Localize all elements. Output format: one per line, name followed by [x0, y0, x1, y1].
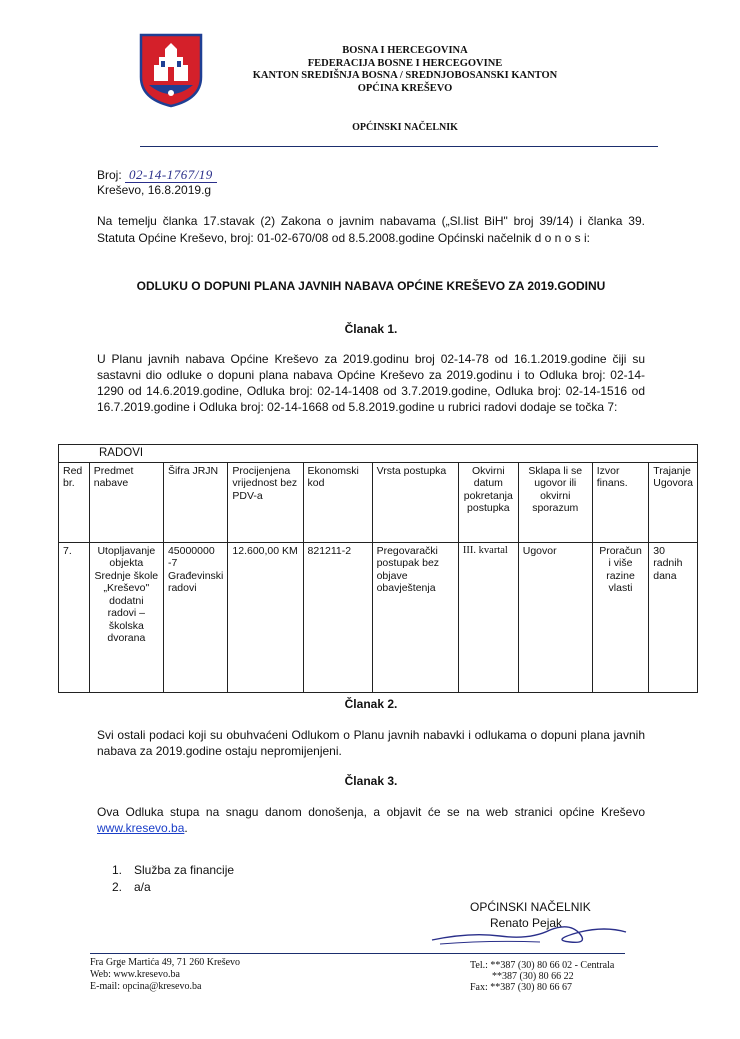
table-row: [59, 542, 698, 692]
office-name: OPĆINSKI NAČELNIK: [352, 122, 458, 133]
letterhead: [200, 45, 610, 95]
table-header-cell: Šifra JRJN: [163, 462, 227, 542]
footer-divider: [90, 953, 625, 954]
table-cell: III. kvartal: [458, 542, 518, 692]
table-header-cell: Izvor finans.: [592, 462, 648, 542]
table-header-cell: Sklapa li se ugovor ili okvirni sporazum: [518, 462, 592, 542]
table-header-row: [59, 462, 698, 542]
header-divider: [140, 146, 658, 147]
procurement-table: [58, 444, 698, 693]
footer-tel: **387 (30) 80 66 22: [492, 971, 574, 982]
table-cell: Utopljavanje objekta Srednje škole „Kreševo" dodatni radovi – školska dvorana: [89, 542, 163, 692]
table-header-cell: Ekonomski kod: [303, 462, 372, 542]
article-3-text: [97, 804, 645, 836]
distribution-list: [112, 862, 234, 896]
table-cell: Pregovarački postupak bez objave obavještenja: [372, 542, 458, 692]
handwritten-reference-number: 02-14-1767/19: [125, 167, 217, 183]
table-cell: 30 radnih dana: [649, 542, 698, 692]
website-link[interactable]: www.kresevo.ba: [97, 821, 185, 835]
signatory-name: Renato Pejak: [490, 916, 563, 930]
footer-tel-central: Tel.: **387 (30) 80 66 02 - Centrala: [470, 960, 615, 971]
article-1-heading: Članak 1.: [344, 322, 398, 336]
table-cell: Ugovor: [518, 542, 592, 692]
reference-label: Broj:: [97, 168, 122, 182]
federation-name: FEDERACIJA BOSNE I HERCEGOVINE: [307, 57, 503, 69]
footer-contact: [90, 957, 240, 993]
footer-web: Web: www.kresevo.ba: [90, 969, 180, 980]
document-title: ODLUKU O DOPUNI PLANA JAVNIH NABAVA OPĆINE KREŠEVO ZA 2019.GODINU: [136, 279, 606, 293]
list-item: 1. Služba za financije: [112, 863, 235, 877]
article-3-heading: Članak 3.: [344, 774, 398, 788]
place-date: Kreševo, 16.8.2019.g: [97, 183, 212, 197]
article-2-text: Svi ostali podaci koji su obuhvaćeni Odlukom o Planu javnih nabavki i odlukama o dopuni plana javnih nabava za 2019.godine ostaju nepromijenjeni.: [97, 728, 645, 758]
article-3-end: .: [184, 821, 188, 835]
table-category: RADOVI: [59, 445, 698, 463]
table-header-cell: Red br.: [59, 462, 90, 542]
table-cell: 45000000 -7 Građevinski radovi: [163, 542, 227, 692]
table-cell: 12.600,00 KM: [228, 542, 303, 692]
preamble: Na temelju članka 17.stavak (2) Zakona o javnim nabavama („Sl.list BiH" broj 39/14) i članka 39. Statuta Općine Kreševo, broj: 01-02-670/08 od 8.5.2008.godine Općinski načelnik d o n o s i:: [97, 214, 645, 245]
footer-fax: Fax: **387 (30) 80 66 67: [470, 982, 572, 993]
country-name: BOSNA I HERCEGOVINA: [342, 45, 468, 56]
table-header-cell: Trajanje Ugovora: [649, 462, 698, 542]
footer-email: E-mail: opcina@kresevo.ba: [90, 981, 202, 992]
municipality-name: OPĆINA KREŠEVO: [357, 82, 453, 94]
article-2-heading: Članak 2.: [344, 697, 398, 711]
table-cell: 821211-2: [303, 542, 372, 692]
table-header-cell: Predmet nabave: [89, 462, 163, 542]
table-cell: 7.: [59, 542, 90, 692]
canton-name: KANTON SREDIŠNJA BOSNA / SREDNJOBOSANSKI KANTON: [252, 70, 558, 81]
article-3-body: Ova Odluka stupa na snagu danom donošenja, a objavit će se na web stranici općine Kreševo: [97, 805, 645, 819]
table-header-cell: Procijenjena vrijednost bez PDV-a: [228, 462, 303, 542]
footer-phones: [470, 960, 614, 993]
reference-number: [97, 167, 217, 183]
municipality-crest-logo: [139, 33, 203, 108]
table-cell: Proračun i više razine vlasti: [592, 542, 648, 692]
table-header-cell: Vrsta postupka: [372, 462, 458, 542]
handwritten-signature: [430, 918, 630, 954]
article-1-text: U Planu javnih nabava Općine Kreševo za 2019.godinu broj 02-14-78 od 16.1.2019.godine čiji su sastavni dio odluke o dopuni plana nabava Općine Kreševo za 2019.godinu i to Odluka broj: 02-14-1290 od 14.6.2019.godine, Odluka broj: 02-14-1408 od 3.7.2019.godine, Odluka broj: 02-14-1516 od 16.7.2019.godine i Odluka broj: 02-14-1668 od 5.8.2019.godine u rubrici radovi dodaje se točka 7:: [97, 352, 645, 414]
table-header-cell: Okvirni datum pokretanja postupka: [458, 462, 518, 542]
list-item: 2. a/a: [112, 880, 151, 894]
signatory-role: OPĆINSKI NAČELNIK: [470, 900, 591, 914]
footer-address: Fra Grge Martića 49, 71 260 Kreševo: [90, 957, 241, 968]
